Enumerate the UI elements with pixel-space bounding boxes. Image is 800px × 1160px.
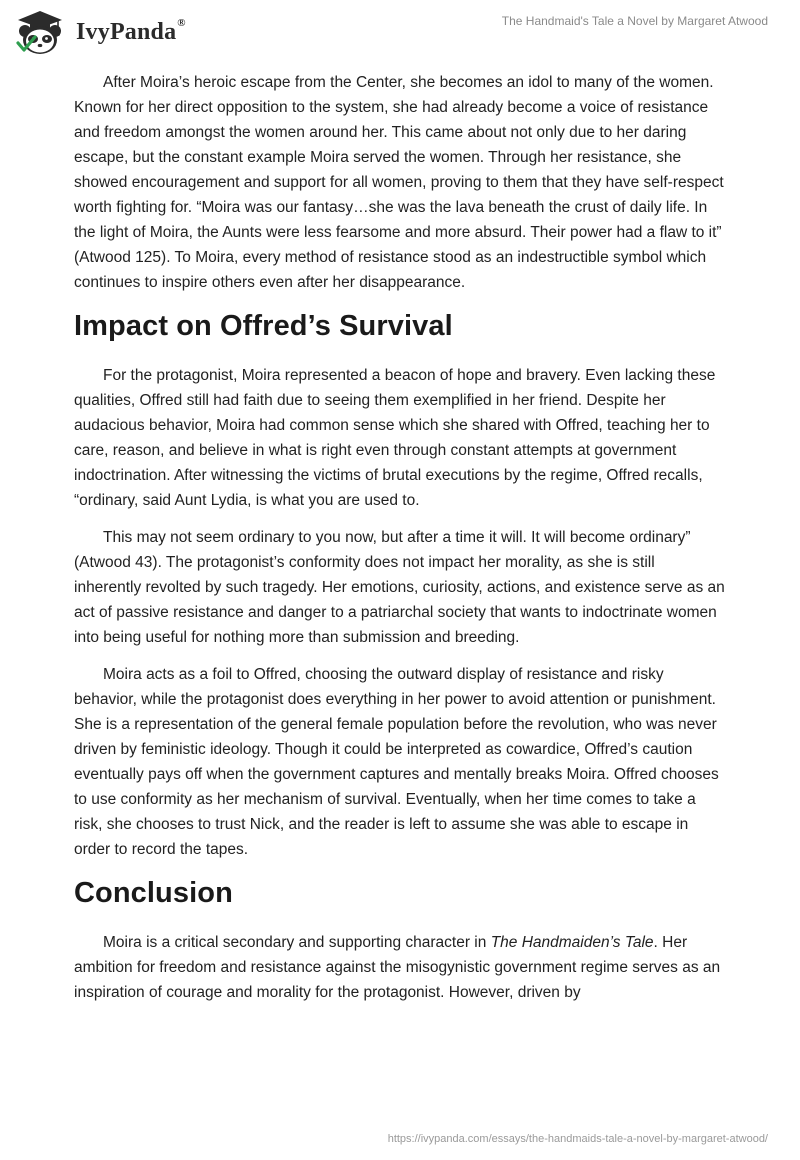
paragraph-text: Moira is a critical secondary and supporting character in: [103, 934, 491, 951]
section-heading-conclusion: Conclusion: [74, 877, 233, 909]
paragraph: Moira acts as a foil to Offred, choosing the outward display of resistance and risky behavior, while the protagonist does everything in her power to avoid attention or punishment. She is a representation of the general female population before the revolution, who was never driven by feministic ideology. Though it could be interpreted as cowardice, Offred’s caution eventually pays off when the government captures and mentally breaks Moira. Offred chooses to use conformity as her mechanism of survival. Eventually, when her time comes to take a risk, she chooses to trust Nick, and the reader is left to assume she was able to escape in order to record the tapes.: [74, 666, 719, 858]
paragraph-text: . Her ambition for freedom and resistance against the misogynistic government regime serves as an inspiration of courage and morality for the protagonist. However, driven by: [74, 934, 721, 1001]
panda-graduate-icon: [14, 9, 66, 55]
book-title: The Handmaiden’s Tale: [490, 934, 654, 951]
brand-logo[interactable]: [14, 9, 186, 55]
page-header: [0, 0, 800, 60]
document-title: The Handmaid's Tale a Novel by Margaret Atwood: [501, 14, 768, 28]
article-body: [74, 70, 726, 1017]
paragraph: This may not seem ordinary to you now, but after a time it will. It will become ordinary” (Atwood 43). The protagonist’s conformity does not impact her morality, as she is still inherently revolted by such tragedy. Her emotions, curiosity, actions, and existence serve as an act of passive resistance and danger to a patriarchal society that wants to indoctrinate women into being useful for nothing more than submission and breeding.: [74, 529, 725, 646]
source-url[interactable]: https://ivypanda.com/essays/the-handmaids-tale-a-novel-by-margaret-atwood/: [387, 1133, 768, 1145]
paragraph: After Moira’s heroic escape from the Center, she becomes an idol to many of the women. Known for her direct opposition to the system, she had already become a voice of resistance and freedom amongst the women around her. This came about not only due to her daring escape, but the constant example Moira served the women. Through her resistance, she showed encouragement and support for all women, proving to them that they have self-respect worth fighting for. “Moira was our fantasy…she was the lava beneath the crust of daily life. In the light of Moira, the Aunts were less fearsome and more absurd. Their power had a flaw to it” (Atwood 125). To Moira, every method of resistance stood as an indestructible symbol which continues to inspire others even after her disappearance.: [74, 74, 724, 291]
section-heading-impact: Impact on Offred’s Survival: [74, 310, 453, 342]
paragraph: For the protagonist, Moira represented a beacon of hope and bravery. Even lacking these qualities, Offred still had faith due to seeing them exemplified in her friend. Despite her audacious behavior, Moira had common sense which she shared with Offred, teaching her to care, reason, and believe in what is right even through constant attempts at government indoctrination. After witnessing the victims of brutal executions by the regime, Offred recalls, “ordinary, said Aunt Lydia, is what you are used to.: [74, 367, 716, 509]
paragraph-conclusion: [74, 930, 726, 1005]
brand-name: IvyPanda®: [76, 16, 186, 45]
registered-mark: ®: [177, 16, 186, 29]
